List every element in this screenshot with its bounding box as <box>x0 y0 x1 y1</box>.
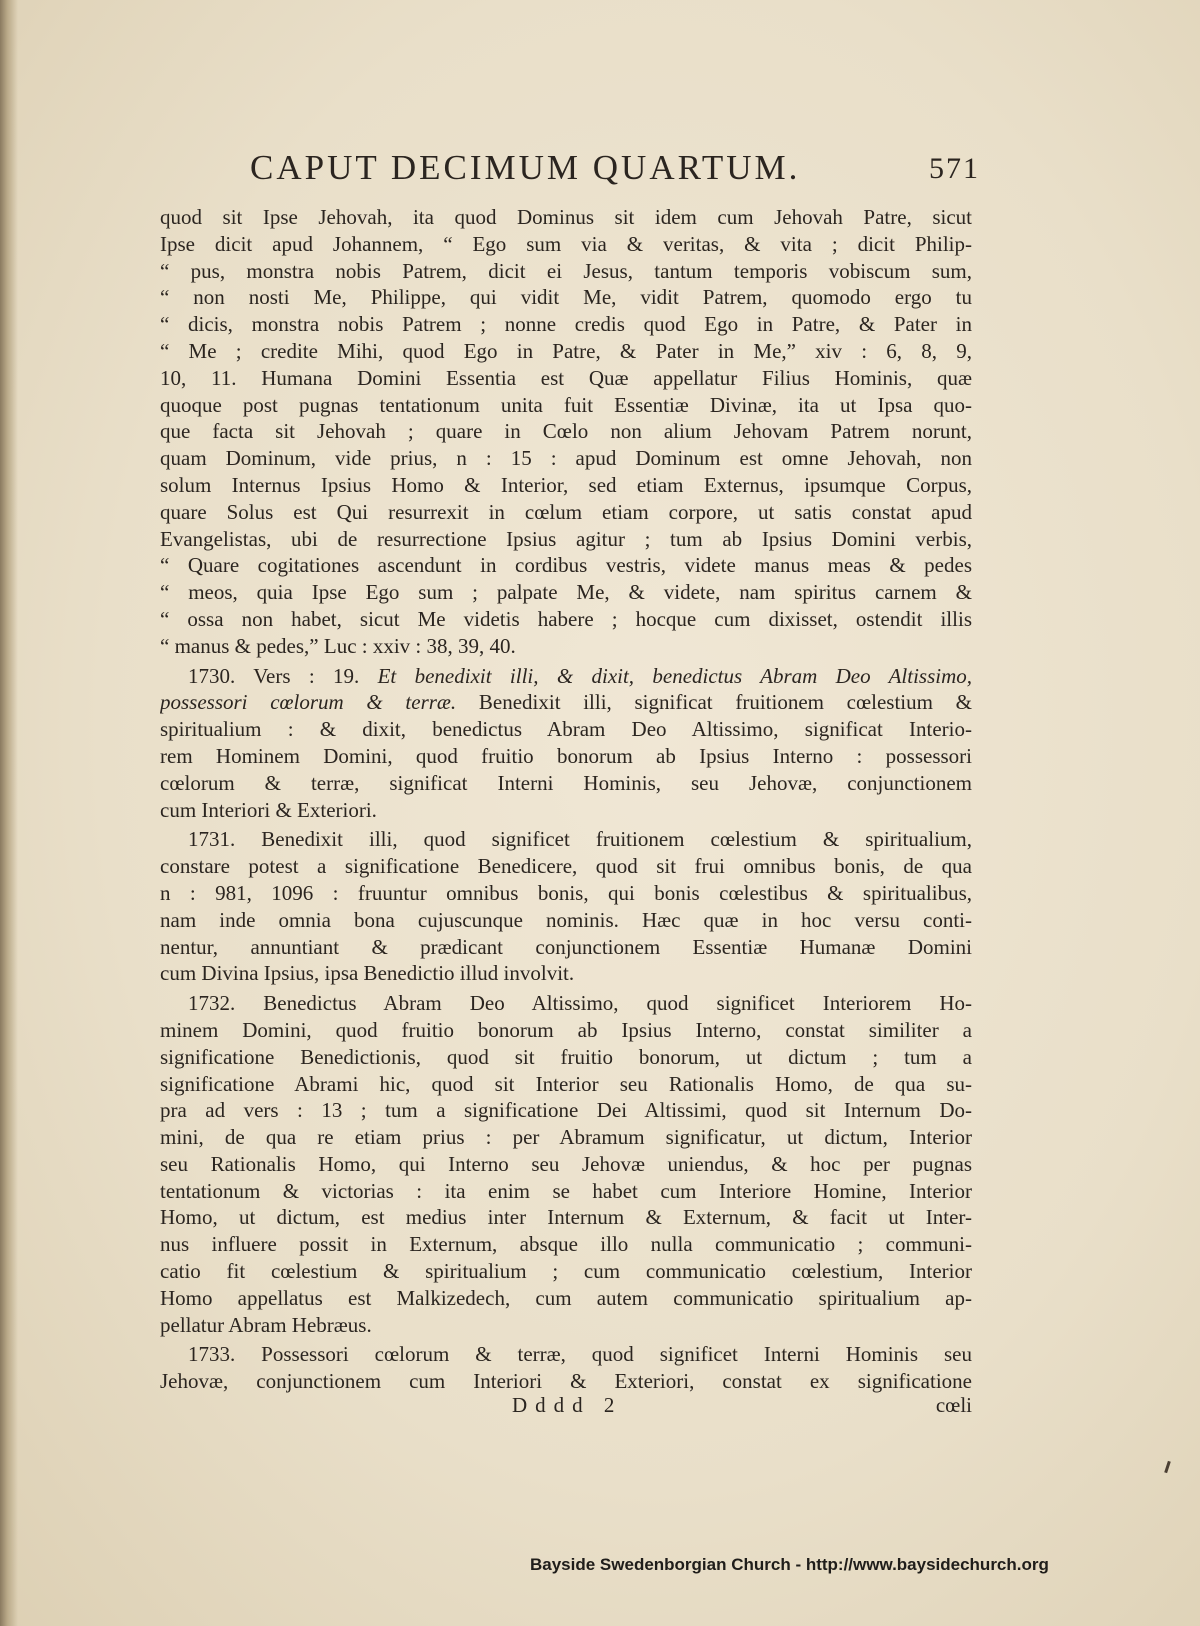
text-line: nentur, annuntiant & prædicant conjunctionem Essentiæ Humanæ Domini <box>160 934 972 959</box>
page-header <box>160 148 980 194</box>
text-line: Ipse dicit apud Johannem, “ Ego sum via & veritas, & vita ; dicit Philip- <box>160 231 972 256</box>
verse-italic: possessori cœlorum & terræ. <box>160 690 457 715</box>
text-line: minem Domini, quod fruitio bonorum ab Ipsius Interno, constat similiter a <box>160 1017 972 1042</box>
page-footer <box>160 1393 972 1421</box>
text-line: constare potest a significatione Benedicere, quod sit frui omnibus bonis, de qua <box>160 854 972 879</box>
text-line: significatione Abrami hic, quod sit Interior seu Rationalis Homo, de qua su- <box>160 1071 972 1096</box>
text-line: “ manus & pedes,” Luc : xxiv : 38, 39, 40. <box>160 633 516 658</box>
text-line: significatione Benedictionis, quod sit fruitio bonorum, ut dictum ; tum a <box>160 1044 972 1069</box>
text-line: pra ad vers : 13 ; tum a significatione Dei Altissimi, quod sit Internum Do- <box>160 1098 972 1123</box>
text-line: quod sit Ipse Jehovah, ita quod Dominus sit idem cum Jehovah Patre, sicut <box>160 205 972 229</box>
text-line: quare Solus est Qui resurrexit in cœlum etiam corpore, ut satis constat apud <box>160 499 972 524</box>
body-text <box>160 204 972 1395</box>
text-line: “ meos, quia Ipse Ego sum ; palpate Me, & videte, nam spiritus carnem & <box>160 580 972 605</box>
text-line: cum Interiori & Exteriori. <box>160 797 377 822</box>
text-line: 10, 11. Humana Domini Essentia est Quæ appellatur Filius Hominis, quæ <box>160 365 972 390</box>
text-line: catio fit cœlestium & spiritualium ; cum communicatio cœlestium, Interior <box>160 1259 972 1284</box>
book-spine-shadow <box>0 0 18 1626</box>
text-line: pellatur Abram Hebræus. <box>160 1312 372 1337</box>
text-line: Jehovæ, conjunctionem cum Interiori & Exteriori, constat ex significatione <box>160 1369 972 1394</box>
text-line: cœlorum & terræ, significat Interni Hominis, seu Jehovæ, conjunctionem <box>160 770 972 795</box>
paragraph-1730-line <box>160 689 972 716</box>
text-line: 1733. Possessori cœlorum & terræ, quod significet Interni Hominis seu <box>188 1342 972 1367</box>
text-line: “ pus, monstra nobis Patrem, dicit ei Jesus, tantum temporis vobiscum sum, <box>160 258 972 283</box>
text-line: nus influere possit in Externum, absque illo nulla communicatio ; communi- <box>160 1232 972 1257</box>
text-line: 1732. Benedictus Abram Deo Altissimo, quod significet Interiorem Ho- <box>188 991 972 1016</box>
catchword: cœli <box>935 1393 972 1417</box>
text-line: Homo, ut dictum, est medius inter Internum & Externum, & facit ut Inter- <box>160 1205 972 1230</box>
text-line: nam inde omnia bona cujuscunque nominis. Hæc quæ in hoc versu conti- <box>160 907 972 932</box>
watermark-text: Bayside Swedenborgian Church - http://www.baysidechurch.org <box>530 1555 1049 1574</box>
text-line: “ dicis, monstra nobis Patrem ; nonne credis quod Ego in Patre, & Pater in <box>160 312 972 337</box>
page-number: 571 <box>929 152 980 185</box>
text-line: n : 981, 1096 : fruuntur omnibus bonis, qui bonis cœlestibus & spiritualibus, <box>160 880 972 905</box>
text-line: Homo appellatus est Malkizedech, cum autem communicatio spiritualium ap- <box>160 1285 972 1310</box>
text-line: quam Dominum, vide prius, n : 15 : apud Dominum est omne Jehovah, non <box>160 446 972 471</box>
verse-reference: 1730. Vers : 19. <box>188 663 378 688</box>
text-line: cum Divina Ipsius, ipsa Benedictio illud involvit. <box>160 961 575 986</box>
paragraph-1730-line <box>160 663 972 690</box>
running-title: CAPUT DECIMUM QUARTUM. <box>250 148 801 187</box>
text-line: tentationum & victorias : ita enim se habet cum Interiore Homine, Interior <box>160 1178 972 1203</box>
signature-mark: Dddd 2 <box>512 1393 623 1417</box>
text-line: “ Me ; credite Mihi, quod Ego in Patre, & Pater in Me,” xiv : 6, 8, 9, <box>160 338 972 363</box>
text-line: “ non nosti Me, Philippe, qui vidit Me, vidit Patrem, quomodo ergo tu <box>160 285 972 310</box>
text-line: seu Rationalis Homo, qui Interno seu Jehovæ uniendus, & hoc per pugnas <box>160 1151 972 1176</box>
verse-text: Benedixit illi, significat fruitionem cœlestium & <box>456 690 972 715</box>
text-line: rem Hominem Domini, quod fruitio bonorum ab Ipsius Interno : possessori <box>160 743 972 768</box>
text-line: “ Quare cogitationes ascendunt in cordibus vestris, videte manus meas & pedes <box>160 553 972 578</box>
text-line: que facta sit Jehovah ; quare in Cœlo non alium Jehovam Patrem norunt, <box>160 419 972 444</box>
text-line: Evangelistas, ubi de resurrectione Ipsius agitur ; tum ab Ipsius Domini verbis, <box>160 526 972 551</box>
text-line: mini, de qua re etiam prius : per Abramum significatur, ut dictum, Interior <box>160 1125 972 1150</box>
text-line: quoque post pugnas tentationum unita fuit Essentiæ Divinæ, ita ut Ipsa quo- <box>160 392 972 417</box>
text-line: spiritualium : & dixit, benedictus Abram Deo Altissimo, significat Interio- <box>160 717 972 742</box>
text-line: “ ossa non habet, sicut Me videtis habere ; hocque cum dixisset, ostendit illis <box>160 606 972 631</box>
text-line: 1731. Benedixit illi, quod significet fruitionem cœlestium & spiritualium, <box>188 827 972 852</box>
verse-italic: Et benedixit illi, & dixit, benedictus Abram Deo Altissimo, <box>377 663 972 688</box>
text-line: solum Internus Ipsius Homo & Interior, sed etiam Externus, ipsumque Corpus, <box>160 472 972 497</box>
ink-mark <box>1164 1461 1171 1473</box>
